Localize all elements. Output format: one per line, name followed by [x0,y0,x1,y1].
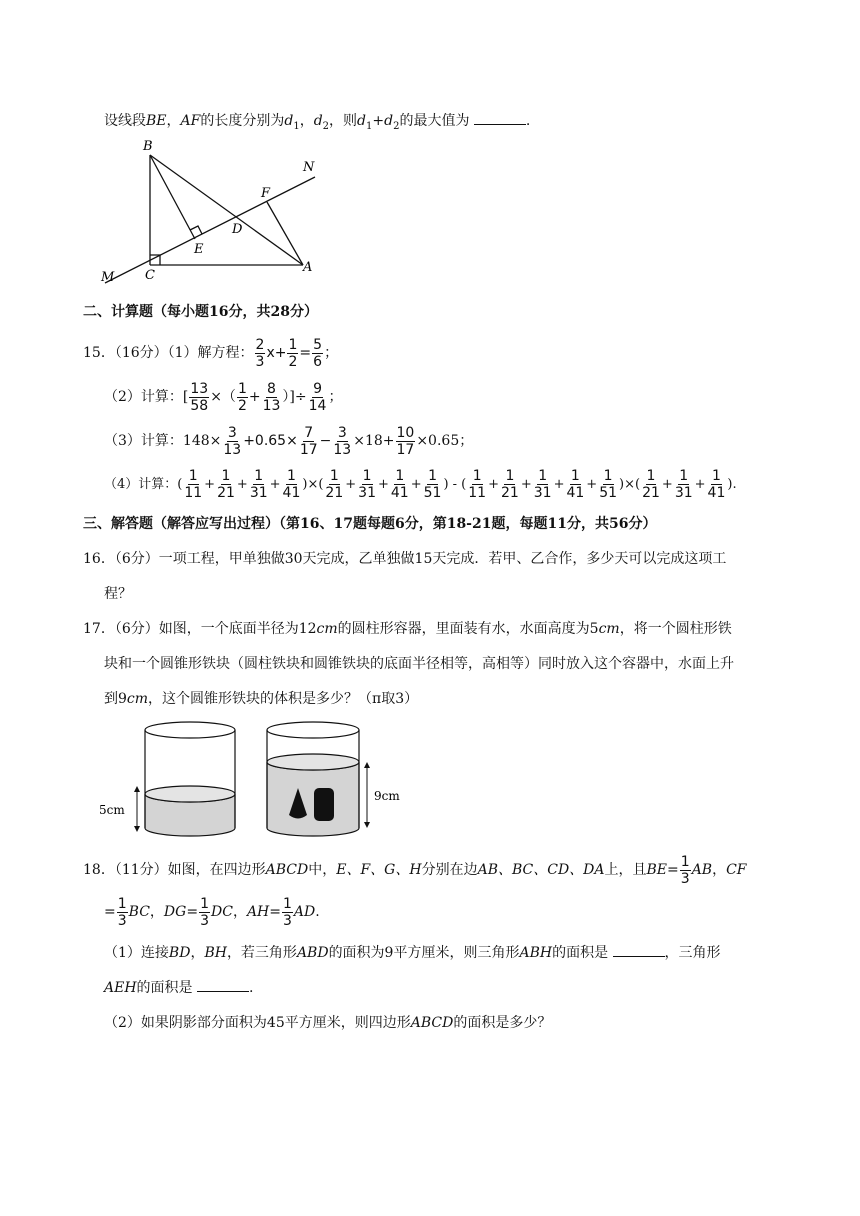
fraction: $\frac{13}{58}$ [190,380,209,414]
text: + [661,477,673,492]
left-container [134,722,235,836]
var-d: d [313,113,323,129]
q18-sub1-line1 [104,943,721,963]
q16-line1: 16．（6分）一项工程，甲单独做30天完成，乙单独做15天完成．若甲、乙合作，多少天可以完成这项工 [83,551,727,567]
unit: cm [598,621,620,637]
text: ， [190,945,205,961]
text: ，三角形 [664,945,721,961]
text: = [299,345,312,361]
fraction: $\frac{1}{31}$ [533,468,552,501]
q15-part3 [104,424,473,458]
text: = [104,904,116,920]
label-b: B [143,139,153,154]
label-d: D [232,222,243,237]
text: 的面积是 [136,980,193,996]
q17-line3 [104,689,418,709]
fraction: $\frac{1}{51}$ [423,468,442,501]
answer-blank[interactable] [613,944,665,957]
text: ）]÷ [282,389,307,405]
q18-sub2 [104,1013,551,1033]
text: 18．（11分）如图，在四边形 [83,862,266,878]
text: 设线段 [104,113,146,129]
fraction: $\frac{1}{31}$ [674,468,693,501]
fraction: $\frac{1}{11}$ [184,468,203,501]
var: BE [646,862,668,878]
fraction: $\frac{1}{51}$ [599,468,618,501]
text: （2）如果阴影部分面积为45平方厘米，则四边形 [104,1015,411,1031]
fraction: $\frac{2}{3}$ [255,336,265,370]
label-n: N [303,160,315,175]
text: + [694,477,706,492]
text: )×( [302,477,324,492]
text: 的面积为9平方厘米，则三角形 [328,945,520,961]
text: 的面积是多少？ [453,1015,552,1031]
var: ABD [296,945,329,961]
geometry-figure-triangle [95,135,335,285]
text: + [377,477,389,492]
var: BC [128,904,150,920]
section-2-title: 二、计算题（每小题16分，共28分） [83,304,318,320]
fraction: $\frac{1}{31}$ [358,468,376,501]
fraction: $\frac{1}{2}$ [288,336,298,370]
subscript: 2 [393,120,400,132]
text: 上，且 [604,862,647,878]
text: ). [727,477,737,492]
section-3-title: 三、解答题（解答应写出过程）（第16、17题每题6分，第18-21题，每题11分，共56分） [83,516,657,532]
text: ，若三角形 [226,945,297,961]
var: BH [204,945,227,961]
fraction: $\frac{1}{2}$ [237,380,247,414]
label-9cm: 9cm [374,789,400,803]
text: 到9 [104,691,127,707]
text: ； [328,389,343,405]
fraction: $\frac{1}{21}$ [325,468,344,501]
subscript: 2 [322,120,330,132]
fraction: $\frac{1}{41}$ [390,468,409,501]
var: ABCD [265,862,309,878]
fraction: $\frac{3}{13}$ [333,424,352,458]
label-m: M [101,270,115,285]
text: + [345,477,357,492]
text: 的面积是 [552,945,609,961]
text: ，则 [329,113,358,129]
label-5cm: 5cm [99,803,125,817]
text: . [525,113,531,129]
var: ABH [519,945,553,961]
text: + [236,477,248,492]
fraction: $\frac{1}{41}$ [707,468,726,501]
label-c: C [145,268,155,283]
q17-line1 [83,619,732,639]
var: BD [168,945,191,961]
var: CF [726,862,747,878]
fraction: $\frac{1}{41}$ [566,468,585,501]
answer-blank[interactable] [474,112,526,125]
text: ， [712,862,727,878]
var: AB、BC、CD、DA [477,862,605,878]
subscript: 1 [293,120,300,132]
unit: cm [316,621,338,637]
text: （4）计算：( [104,477,183,492]
text: + [520,477,532,492]
fraction: $\frac{1}{21}$ [217,468,235,501]
q18-sub1-line2 [104,978,253,998]
var: ABCD [410,1015,454,1031]
var: AH [246,904,270,920]
q14-tail-line [104,111,530,137]
fraction: $\frac{1}{21}$ [501,468,519,501]
var: AD [293,904,316,920]
segment-be [150,155,195,239]
label-e: E [194,242,204,257]
text: ) - ( [443,477,467,492]
text: . [315,904,320,920]
q15-part2 [104,380,342,414]
q15-part1 [83,336,338,370]
fraction: $\frac{1}{31}$ [249,468,268,501]
var: DG [163,904,187,920]
var: E、F、G、H [336,862,422,878]
text: （3）计算：148× [104,433,222,449]
q15-part4 [104,468,737,502]
text: + [586,477,598,492]
text: 17．（6分）如图，一个底面半径为12 [83,621,317,637]
text: 分别在边 [421,862,478,878]
text: + [372,113,385,129]
text: 的最大值为 [399,113,470,129]
var-be: BE [146,113,167,129]
text: ×（ [210,389,236,405]
text: 中， [308,862,337,878]
text: + [553,477,565,492]
text: ×0.65； [416,433,474,449]
text: = [667,862,679,878]
q18-line1 [83,852,747,888]
text: . [249,980,254,996]
text: ； [324,345,339,361]
var-d: d [384,113,394,129]
segment-af [267,202,303,265]
fraction: $\frac{1}{21}$ [642,468,660,501]
fraction: $\frac{8}{13}$ [262,380,281,414]
text: ， [232,904,247,920]
text: )×( [619,477,641,492]
text: + [269,477,281,492]
text: x+ [266,345,287,361]
text: ，这个圆锥形铁块的体积是多少？（π取3） [148,691,419,707]
fraction: $\frac{10}{17}$ [396,424,415,458]
text: ×18+ [353,433,395,449]
fraction: $\frac{1}{11}$ [468,468,487,501]
text: +0.65× [243,433,298,449]
answer-blank[interactable] [197,979,249,992]
fraction: $\frac{1}{3}$ [283,895,292,929]
text: ， [149,904,164,920]
cylinder-iron-block [314,788,334,821]
text: 的长度分别为 [200,113,285,129]
q18-line2 [104,894,320,930]
text: − [319,433,332,449]
fraction: $\frac{9}{14}$ [308,380,327,414]
var-af: AF [180,113,201,129]
fraction: $\frac{7}{17}$ [299,424,318,458]
text: ， [166,113,181,129]
cylinder-containers-figure [95,718,415,840]
q15-head: 15．（16分）（1）解方程： [83,345,254,361]
q16-line2: 程？ [104,586,132,602]
text: （1）连接 [104,945,169,961]
label-f: F [261,186,271,201]
fraction: $\frac{1}{3}$ [117,895,127,929]
fraction: $\frac{1}{3}$ [680,853,690,887]
text: = [269,904,281,920]
fraction: $\frac{1}{3}$ [200,895,209,929]
var: AEH [104,980,137,996]
var-d: d [357,113,366,129]
var: DC [211,904,233,920]
text: ， [299,113,314,129]
text: ，将一个圆柱形铁 [619,621,732,637]
text: + [248,389,261,405]
text: + [204,477,216,492]
text: + [488,477,499,492]
fraction: $\frac{1}{41}$ [282,468,301,501]
q17-line2: 块和一个圆锥形铁块（圆柱铁块和圆锥铁块的底面半径相等，高相等）同时放入这个容器中，水面上升 [104,656,734,672]
text: + [410,477,422,492]
text: = [186,904,199,920]
subscript: 1 [366,120,373,132]
fraction: $\frac{3}{13}$ [223,424,242,458]
var: AB [691,862,713,878]
right-container [267,722,370,836]
label-a: A [303,260,313,275]
unit: cm [126,691,149,707]
var-d: d [284,113,294,129]
text: 的圆柱形容器，里面装有水，水面高度为5 [337,621,599,637]
text: （2）计算：[ [104,389,189,405]
fraction: $\frac{5}{6}$ [313,336,323,370]
